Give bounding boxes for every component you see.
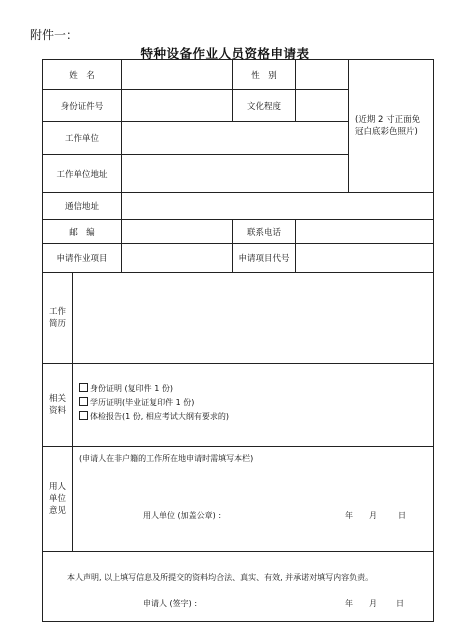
employer-opinion-area[interactable]: [72, 446, 434, 552]
phone-label: 联系电话: [232, 219, 296, 244]
id-number-label: 身份证件号: [42, 89, 122, 122]
apply-project-field[interactable]: [121, 243, 233, 273]
work-unit-field[interactable]: [121, 121, 349, 155]
id-number-field[interactable]: [121, 89, 233, 122]
declaration-area[interactable]: [42, 551, 434, 622]
checkbox-icon[interactable]: [79, 383, 88, 392]
work-unit-address-field[interactable]: [121, 154, 349, 193]
employer-year: 年: [345, 511, 353, 520]
gender-field[interactable]: [295, 59, 349, 90]
phone-field[interactable]: [295, 219, 434, 244]
employer-month: 月: [369, 511, 377, 520]
doc-medical-report[interactable]: 体检报告(1 份, 相应考试大纲有要求的): [79, 410, 229, 424]
education-label: 文化程度: [232, 89, 296, 122]
photo-note: (近期 2 寸正面免 冠白底彩色照片): [355, 115, 421, 137]
mailing-address-label: 通信地址: [42, 192, 122, 220]
checkbox-icon[interactable]: [79, 397, 88, 406]
doc-id-proof[interactable]: 身份证明 (复印件 1 份): [79, 382, 229, 396]
name-field[interactable]: [121, 59, 233, 90]
employer-day: 日: [398, 511, 406, 520]
education-field[interactable]: [295, 89, 349, 122]
related-docs-area: [72, 363, 434, 447]
employer-seal: 用人单位 (加盖公章) :: [143, 511, 222, 520]
apply-project-code-label: 申请项目代号: [232, 243, 296, 273]
declaration-month: 月: [369, 599, 377, 608]
postcode-label: 邮 编: [42, 219, 122, 244]
postcode-field[interactable]: [121, 219, 233, 244]
employer-opinion-label: 用人单位意见: [42, 446, 73, 552]
photo-box[interactable]: [348, 59, 434, 193]
work-unit-address-label: 工作单位地址: [42, 154, 122, 193]
document-checklist: [79, 382, 229, 424]
work-unit-label: 工作单位: [42, 121, 122, 155]
apply-project-label: 申请作业项目: [42, 243, 122, 273]
declaration-day: 日: [396, 599, 404, 608]
declaration-text: 本人声明, 以上填写信息及所提交的资料均合法、真实、有效, 并承诺对填写内容负责。: [67, 573, 374, 582]
attachment-label: 附件一：: [30, 28, 79, 42]
checkbox-icon[interactable]: [79, 411, 88, 420]
work-history-label: 工作简历: [42, 272, 73, 364]
apply-project-code-field[interactable]: [295, 243, 434, 273]
application-form-table: [42, 59, 434, 622]
mailing-address-field[interactable]: [121, 192, 434, 220]
applicant-signature: 申请人 (签字) :: [143, 599, 198, 608]
employer-note: (申请人在非户籍的工作所在地申请时需填写本栏): [79, 454, 254, 463]
related-docs-label: 相关资料: [42, 363, 73, 447]
doc-education-proof[interactable]: 学历证明(毕业证复印件 1 份): [79, 396, 229, 410]
gender-label: 性 别: [232, 59, 296, 90]
declaration-year: 年: [345, 599, 353, 608]
name-label: 姓 名: [42, 59, 122, 90]
form-title: 特种设备作业人员资格申请表: [140, 46, 310, 61]
work-history-field[interactable]: [72, 272, 434, 364]
